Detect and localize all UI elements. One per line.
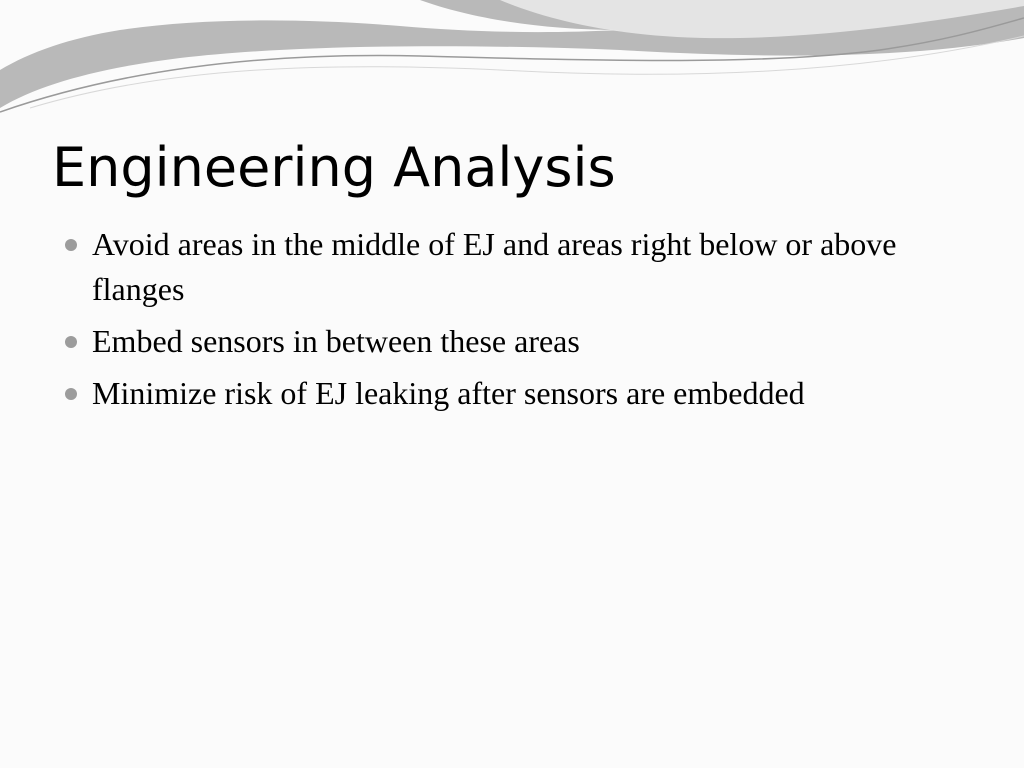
bullet-dot-icon xyxy=(65,388,77,400)
header-wave-decoration xyxy=(0,0,1024,120)
bullet-list xyxy=(62,222,962,423)
bullet-text: Avoid areas in the middle of EJ and areas right below or above flanges xyxy=(92,226,897,307)
bullet-text: Minimize risk of EJ leaking after sensors are embedded xyxy=(92,375,805,411)
slide-title: Engineering Analysis xyxy=(52,136,616,199)
bullet-item xyxy=(62,371,962,416)
bullet-text: Embed sensors in between these areas xyxy=(92,323,580,359)
bullet-item xyxy=(62,222,962,312)
bullet-dot-icon xyxy=(65,336,77,348)
bullet-item xyxy=(62,319,962,364)
bullet-dot-icon xyxy=(65,239,77,251)
